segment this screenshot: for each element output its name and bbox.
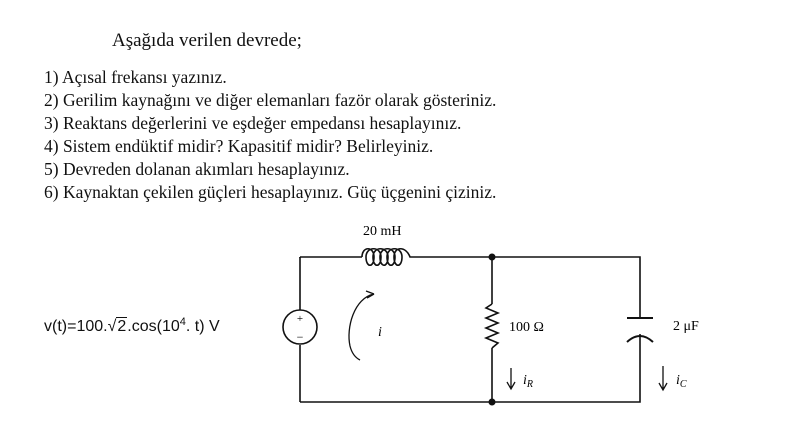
junction-dot-top xyxy=(489,254,496,261)
resistor-label: 100 Ω xyxy=(509,320,544,335)
inductor-coil xyxy=(362,249,418,266)
loop-current-arc xyxy=(349,294,374,360)
question-item: 4) Sistem endüktif midir? Kapasitif midir? Belirleyiniz. xyxy=(44,136,434,156)
question-item: 1) Açısal frekansı yazınız. xyxy=(44,67,227,87)
resistor-zigzag xyxy=(486,304,498,348)
loop-current-label: i xyxy=(378,325,382,340)
question-item: 2) Gerilim kaynağını ve diğer elemanları fazör olarak gösteriniz. xyxy=(44,90,497,110)
capacitor-current-label: $i_C$ xyxy=(676,373,687,390)
question-item: 6) Kaynaktan çekilen güçleri hesaplayınız. Güç üçgenini çiziniz. xyxy=(44,182,497,202)
sqrt-symbol: √ xyxy=(107,318,117,335)
equation-suffix: . t) V xyxy=(185,318,220,335)
question-item: 3) Reaktans değerlerini ve eşdeğer empedansı hesaplayınız. xyxy=(44,113,462,133)
source-plus-sign: + xyxy=(296,313,304,325)
sqrt-radicand: 2 xyxy=(117,318,127,335)
junction-dot-bottom xyxy=(489,399,496,406)
capacitor-current-arrow xyxy=(659,366,667,390)
source-minus-sign: − xyxy=(296,330,304,344)
intro-text: Aşağıda verilen devrede; xyxy=(112,30,302,51)
top-wire-right xyxy=(418,257,640,318)
top-wire-left xyxy=(300,257,362,258)
capacitor-label: 2 μF xyxy=(673,319,699,334)
resistor-current-arrow xyxy=(507,368,515,389)
resistor-current-label: $i_R$ xyxy=(523,373,533,390)
inductor-label: 20 mH xyxy=(363,224,402,239)
equation-prefix: v(t)=100. xyxy=(44,318,108,335)
equation-exponent: 4 xyxy=(179,316,186,328)
equation-mid: .cos(10 xyxy=(127,318,180,335)
question-item: 5) Devreden dolanan akımları hesaplayınız. xyxy=(44,159,350,179)
